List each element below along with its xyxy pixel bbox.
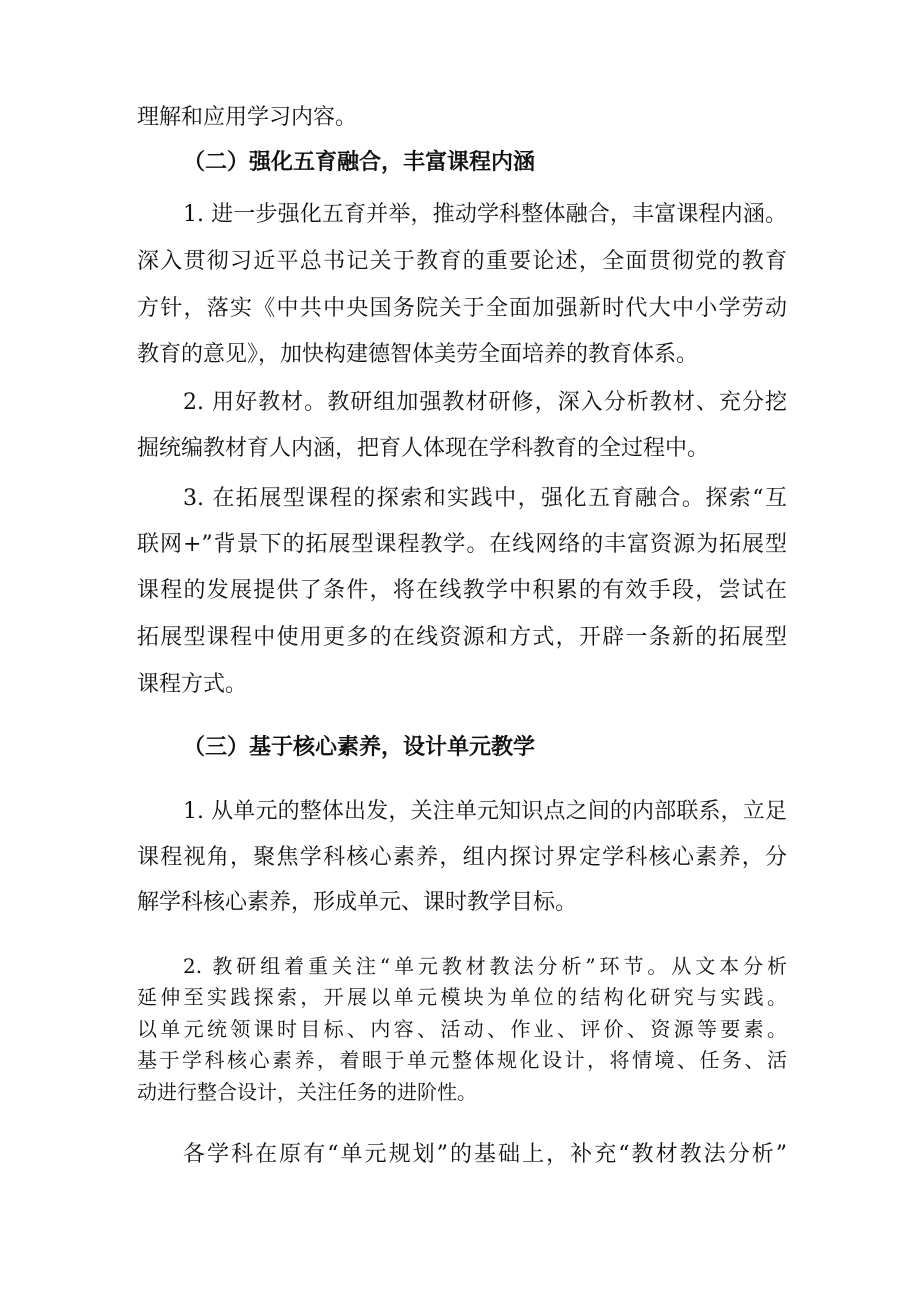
paragraph-line: 教育的意见》，加快构建德智体美劳全面培养的教育体系。 bbox=[137, 342, 699, 367]
paragraph-line: 课程方式。 bbox=[137, 672, 248, 697]
paragraph-line: 以单元统领课时目标、内容、活动、作业、评价、资源等要素。 bbox=[137, 1017, 787, 1041]
paragraph-line: 课程视角，聚焦学科核心素养，组内探讨界定学科核心素养，分 bbox=[137, 845, 787, 870]
paragraph-line: 方针，落实《中共中央国务院关于全面加强新时代大中小学劳动 bbox=[137, 296, 787, 321]
paragraph-line: 理解和应用学习内容。 bbox=[137, 105, 358, 130]
paragraph-line: 延伸至实践探索，开展以单元模块为单位的结构化研究与实践。 bbox=[137, 985, 787, 1009]
paragraph-line: 课程的发展提供了条件，将在线教学中积累的有效手段，尝试在 bbox=[137, 578, 787, 603]
paragraph-line: 深入贯彻习近平总书记关于教育的重要论述，全面贯彻党的教育 bbox=[137, 249, 787, 274]
paragraph-line: 2. 教研组着重关注“单元教材教法分析”环节。从文本分析 bbox=[183, 954, 787, 978]
paragraph-line: 各学科在原有“单元规划”的基础上，补充“教材教法分析” bbox=[183, 1142, 787, 1167]
paragraph-line: 拓展型课程中使用更多的在线资源和方式，开辟一条新的拓展型 bbox=[137, 625, 787, 650]
paragraph-line: 联网+”背景下的拓展型课程教学。在线网络的丰富资源为拓展型 bbox=[137, 532, 787, 557]
paragraph-line: 1. 从单元的整体出发，关注单元知识点之间的内部联系，立足 bbox=[183, 799, 787, 824]
paragraph-line: 解学科核心素养，形成单元、课时教学目标。 bbox=[137, 890, 578, 915]
paragraph-line: 2. 用好教材。教研组加强教材研修，深入分析教材、充分挖 bbox=[183, 390, 787, 415]
paragraph-line: 动进行整合设计，关注任务的进阶性。 bbox=[137, 1080, 477, 1104]
section-heading-2: （二）强化五育融合，丰富课程内涵 bbox=[183, 150, 536, 175]
paragraph-line: 1. 进一步强化五育并举，推动学科整体融合，丰富课程内涵。 bbox=[183, 202, 787, 227]
section-heading-3: （三）基于核心素养，设计单元教学 bbox=[183, 735, 536, 760]
paragraph-line: 基于学科核心素养，着眼于单元整体规化设计，将情境、任务、活 bbox=[137, 1048, 787, 1072]
paragraph-line: 掘统编教材育人内涵，把育人体现在学科教育的全过程中。 bbox=[137, 436, 710, 461]
paragraph-line: 3. 在拓展型课程的探索和实践中，强化五育融合。探索“互 bbox=[183, 486, 787, 511]
